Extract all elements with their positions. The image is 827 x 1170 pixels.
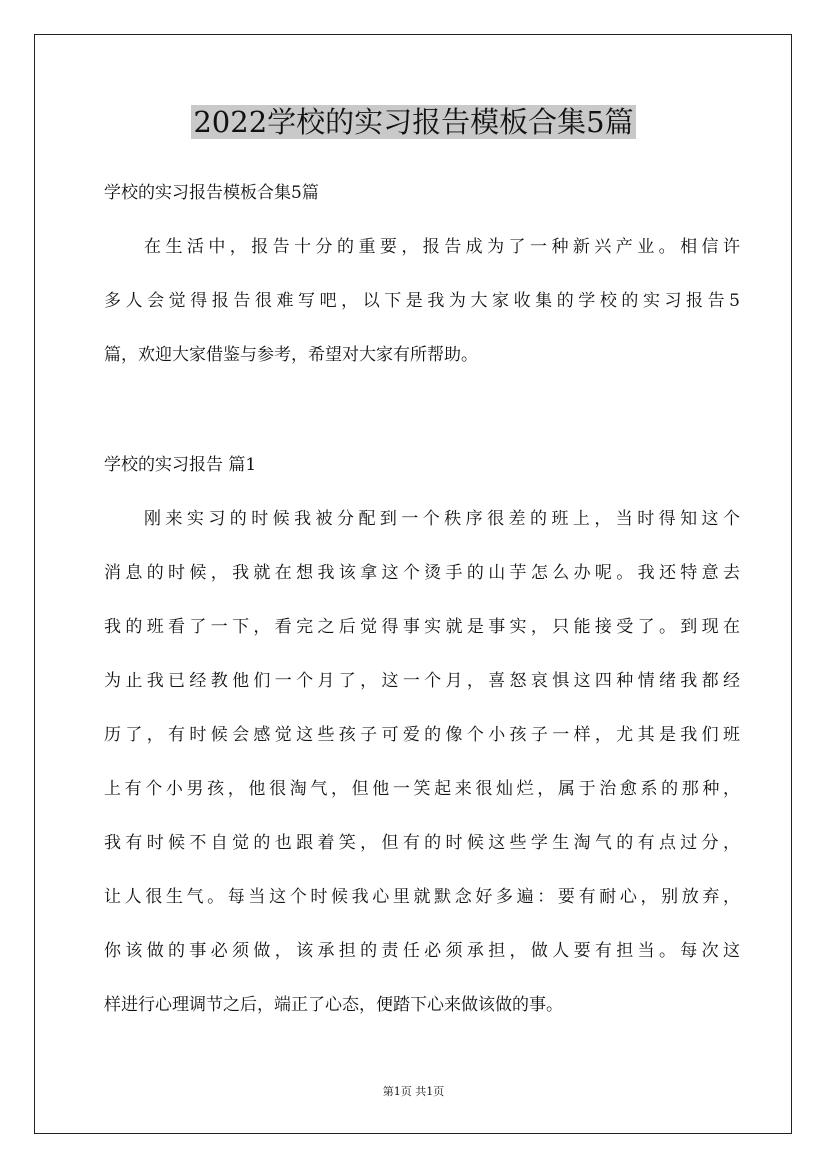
- document-subtitle: 学校的实习报告模板合集5篇: [104, 183, 319, 203]
- paragraph-line: 多人会觉得报告很难写吧，以下是我为大家收集的学校的实习报告5: [104, 291, 740, 311]
- paragraph-line: 我的班看了一下，看完之后觉得事实就是事实，只能接受了。到现在: [104, 617, 740, 637]
- section-body-paragraph: [104, 492, 740, 1032]
- intro-paragraph: [104, 220, 740, 382]
- paragraph-line: 消息的时候，我就在想我该拿这个烫手的山芋怎么办呢。我还特意去: [104, 563, 740, 583]
- paragraph-line: 刚来实习的时候我被分配到一个秩序很差的班上，当时得知这个: [144, 509, 740, 529]
- section-heading: 学校的实习报告 篇1: [104, 455, 257, 475]
- document-title: [0, 100, 827, 144]
- paragraph-line: 历了，有时候会感觉这些孩子可爱的像个小孩子一样，尤其是我们班: [104, 725, 740, 745]
- paragraph-line: 上有个小男孩，他很淘气，但他一笑起来很灿烂，属于治愈系的那种，: [104, 779, 740, 799]
- page-footer: 第1页 共1页: [382, 1085, 445, 1098]
- paragraph-line: 我有时候不自觉的也跟着笑，但有的时候这些学生淘气的有点过分，: [104, 833, 740, 853]
- paragraph-line: 在生活中，报告十分的重要，报告成为了一种新兴产业。相信许: [144, 237, 740, 257]
- paragraph-line: 为止我已经教他们一个月了，这一个月，喜怒哀惧这四种情绪我都经: [104, 671, 740, 691]
- paragraph-line: 让人很生气。每当这个时候我心里就默念好多遍：要有耐心，别放弃，: [104, 887, 740, 907]
- paragraph-line: 样进行心理调节之后，端正了心态，便踏下心来做该做的事。: [104, 995, 563, 1015]
- paragraph-line: 篇，欢迎大家借鉴与参考，希望对大家有所帮助。: [104, 345, 478, 365]
- document-title-text: 2022学校的实习报告模板合集5篇: [193, 105, 634, 139]
- paragraph-line: 你该做的事必须做，该承担的责任必须承担，做人要有担当。每次这: [104, 941, 740, 961]
